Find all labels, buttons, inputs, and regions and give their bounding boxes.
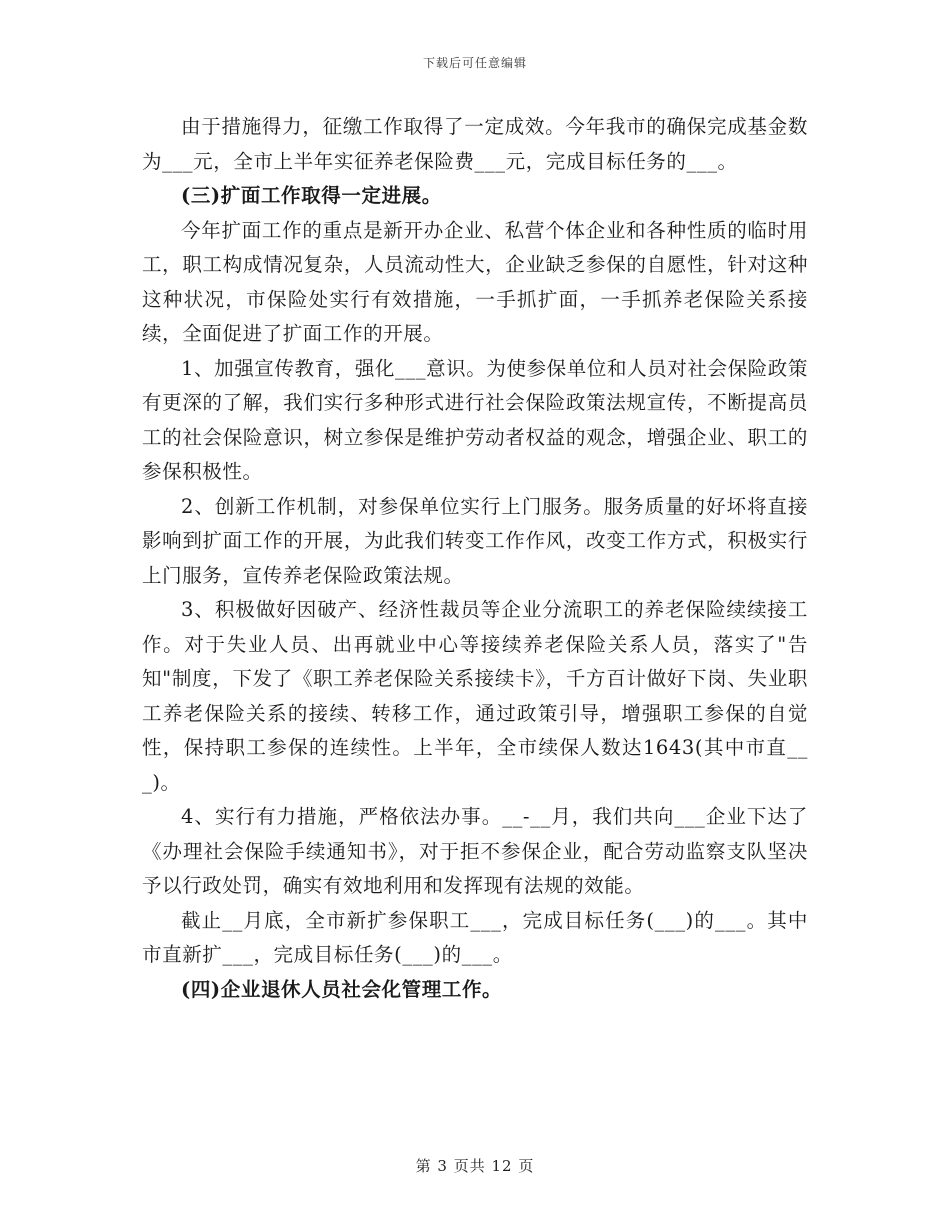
paragraph-month-end-summary: 截止__月底，全市新扩参保职工___，完成目标任务(___)的___。其中市直新扩___，完成目标任务(___)的___。	[142, 908, 808, 966]
document-body	[142, 110, 808, 1007]
paragraph-item-1: 1、加强宣传教育，强化___意识。为使参保单位和人员对社会保险政策有更深的了解，我们实行多种形式进行社会保险政策法规宣传，不断提高员工的社会保险意识，树立参保是维护劳动者权益的观念，增强企业、职工的参保积极性。	[142, 356, 808, 483]
section-heading-4: (四)企业退休人员社会化管理工作。	[181, 977, 503, 1001]
paragraph-collection-results: 由于措施得力，征缴工作取得了一定成效。今年我市的确保完成基金数为___元，全市上半年实征养老保险费___元，完成目标任务的___。	[142, 115, 808, 173]
page-number: 第 3 页共 12 页	[415, 1157, 535, 1175]
paragraph-item-3: 3、积极做好因破产、经济性裁员等企业分流职工的养老保险续续接工作。对于失业人员、出再就业中心等接续养老保险关系人员，落实了"告知"制度，下发了《职工养老保险关系接续卡》，千方百计做好下岗、失业职工养老保险关系的接续、转移工作，通过政策引导，增强职工参保的自觉性，保持职工参保的连续性。上半年，全市续保人数达1643(其中市直___)。	[142, 598, 808, 794]
section-heading-3: (三)扩面工作取得一定进展。	[181, 184, 442, 207]
paragraph-item-2: 2、创新工作机制，对参保单位实行上门服务。服务质量的好坏将直接影响到扩面工作的开展，为此我们转变工作作风，改变工作方式，积极实行上门服务，宣传养老保险政策法规。	[142, 494, 808, 587]
paragraph-expansion-focus: 今年扩面工作的重点是新开办企业、私营个体企业和各种性质的临时用工，职工构成情况复杂，人员流动性大，企业缺乏参保的自愿性，针对这种这种状况，市保险处实行有效措施，一手抓扩面，一手抓养老保险关系接续，全面促进了扩面工作的开展。	[142, 218, 808, 345]
header-note: 下载后可任意编辑	[422, 56, 527, 70]
paragraph-item-4: 4、实行有力措施，严格依法办事。__-__月，我们共向___企业下达了《办理社会保险手续通知书》，对于拒不参保企业，配合劳动监察支队坚决予以行政处罚，确实有效地利用和发挥现有法规的效能。	[142, 805, 808, 897]
